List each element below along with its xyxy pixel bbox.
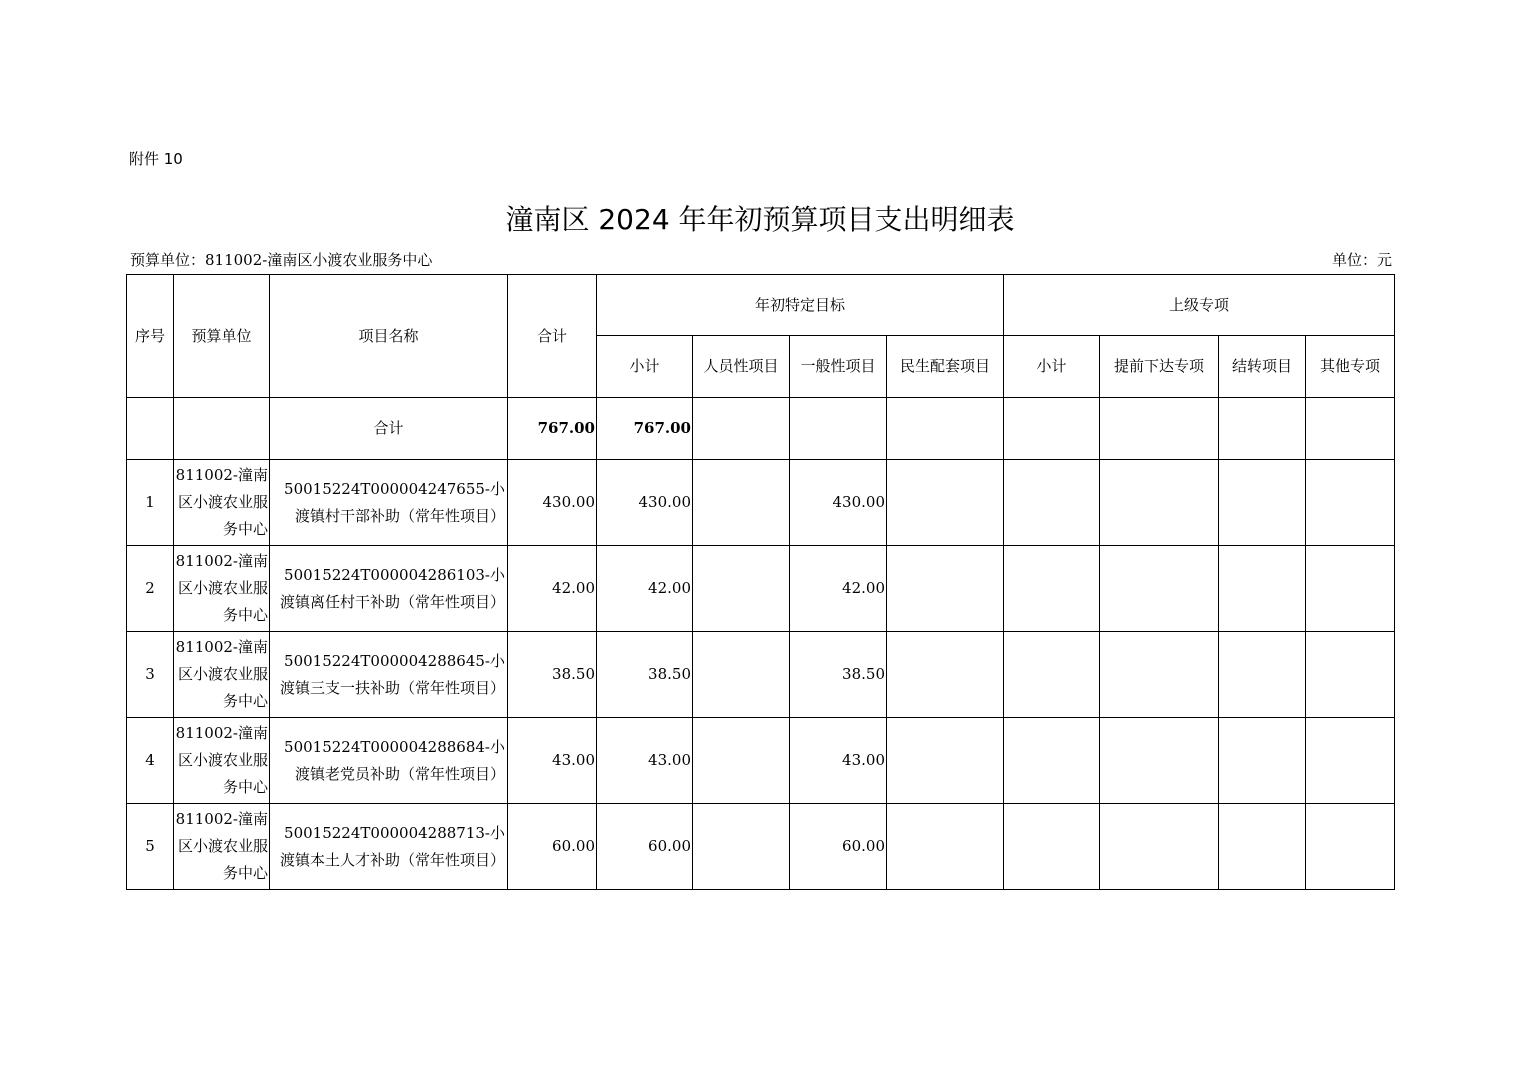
row-unit: 811002-潼南区小渡农业服务中心: [174, 546, 270, 632]
row-unit: 811002-潼南区小渡农业服务中心: [174, 804, 270, 890]
row-sup-sub-total: [1004, 460, 1100, 546]
budget-unit-label: 预算单位：811002-潼南区小渡农业服务中心: [130, 251, 433, 269]
table-row: [127, 718, 1395, 804]
header-project: 项目名称: [270, 275, 508, 398]
total-unit: [174, 398, 270, 460]
table-row: [127, 460, 1395, 546]
row-other: [1306, 718, 1395, 804]
row-project: 50015224T000004247655-小渡镇村干部补助（常年性项目）: [270, 460, 508, 546]
row-livelihood: [887, 632, 1004, 718]
row-sup-sub-total: [1004, 718, 1100, 804]
header-general: 一般性项目: [790, 336, 887, 398]
row-project: 50015224T000004286103-小渡镇离任村干补助（常年性项目）: [270, 546, 508, 632]
total-general: [790, 398, 887, 460]
row-general: 38.50: [790, 632, 887, 718]
total-other: [1306, 398, 1395, 460]
row-personnel: [693, 546, 790, 632]
header-advance: 提前下达专项: [1100, 336, 1219, 398]
row-sub-total: 430.00: [597, 460, 693, 546]
row-general: 42.00: [790, 546, 887, 632]
header-other: 其他专项: [1306, 336, 1395, 398]
row-advance: [1100, 718, 1219, 804]
row-personnel: [693, 718, 790, 804]
budget-table: [126, 274, 1395, 890]
row-advance: [1100, 460, 1219, 546]
row-seq: 2: [127, 546, 174, 632]
total-sub-total: 767.00: [597, 398, 693, 460]
row-seq: 3: [127, 632, 174, 718]
header-carryover: 结转项目: [1219, 336, 1306, 398]
header-row-1: [127, 275, 1395, 336]
total-row: [127, 398, 1395, 460]
row-seq: 1: [127, 460, 174, 546]
row-advance: [1100, 632, 1219, 718]
table-row: [127, 632, 1395, 718]
row-personnel: [693, 804, 790, 890]
header-personnel: 人员性项目: [693, 336, 790, 398]
row-carryover: [1219, 632, 1306, 718]
row-advance: [1100, 804, 1219, 890]
total-sup-sub-total: [1004, 398, 1100, 460]
header-group-special: 年初特定目标: [597, 275, 1004, 336]
page-title: 潼南区 2024 年年初预算项目支出明细表: [505, 203, 1015, 236]
row-sup-sub-total: [1004, 546, 1100, 632]
row-sub-total: 42.00: [597, 546, 693, 632]
row-other: [1306, 460, 1395, 546]
row-sup-sub-total: [1004, 804, 1100, 890]
row-livelihood: [887, 546, 1004, 632]
row-project: 50015224T000004288713-小渡镇本土人才补助（常年性项目）: [270, 804, 508, 890]
row-total: 43.00: [508, 718, 597, 804]
total-seq: [127, 398, 174, 460]
row-unit: 811002-潼南区小渡农业服务中心: [174, 632, 270, 718]
row-livelihood: [887, 804, 1004, 890]
total-label: 合计: [270, 398, 508, 460]
header-unit: 预算单位: [174, 275, 270, 398]
row-personnel: [693, 632, 790, 718]
row-sub-total: 43.00: [597, 718, 693, 804]
row-total: 60.00: [508, 804, 597, 890]
row-personnel: [693, 460, 790, 546]
row-total: 38.50: [508, 632, 597, 718]
row-total: 42.00: [508, 546, 597, 632]
total-total: 767.00: [508, 398, 597, 460]
row-carryover: [1219, 718, 1306, 804]
row-livelihood: [887, 718, 1004, 804]
total-livelihood: [887, 398, 1004, 460]
header-sub-total: 小计: [597, 336, 693, 398]
row-general: 430.00: [790, 460, 887, 546]
table-row: [127, 546, 1395, 632]
total-advance: [1100, 398, 1219, 460]
total-personnel: [693, 398, 790, 460]
row-unit: 811002-潼南区小渡农业服务中心: [174, 460, 270, 546]
row-other: [1306, 804, 1395, 890]
row-carryover: [1219, 546, 1306, 632]
total-carryover: [1219, 398, 1306, 460]
currency-unit-label: 单位：元: [1331, 251, 1392, 269]
header-livelihood: 民生配套项目: [887, 336, 1004, 398]
table-row: [127, 804, 1395, 890]
row-seq: 4: [127, 718, 174, 804]
row-other: [1306, 546, 1395, 632]
row-carryover: [1219, 804, 1306, 890]
row-project: 50015224T000004288645-小渡镇三支一扶补助（常年性项目）: [270, 632, 508, 718]
header-sup-sub-total: 小计: [1004, 336, 1100, 398]
header-seq: 序号: [127, 275, 174, 398]
row-sub-total: 38.50: [597, 632, 693, 718]
row-other: [1306, 632, 1395, 718]
row-total: 430.00: [508, 460, 597, 546]
row-carryover: [1219, 460, 1306, 546]
attachment-label: 附件 10: [129, 150, 183, 168]
header-group-superior: 上级专项: [1004, 275, 1395, 336]
row-livelihood: [887, 460, 1004, 546]
row-unit: 811002-潼南区小渡农业服务中心: [174, 718, 270, 804]
row-project: 50015224T000004288684-小渡镇老党员补助（常年性项目）: [270, 718, 508, 804]
row-sup-sub-total: [1004, 632, 1100, 718]
row-general: 43.00: [790, 718, 887, 804]
row-advance: [1100, 546, 1219, 632]
row-sub-total: 60.00: [597, 804, 693, 890]
header-total: 合计: [508, 275, 597, 398]
row-general: 60.00: [790, 804, 887, 890]
row-seq: 5: [127, 804, 174, 890]
